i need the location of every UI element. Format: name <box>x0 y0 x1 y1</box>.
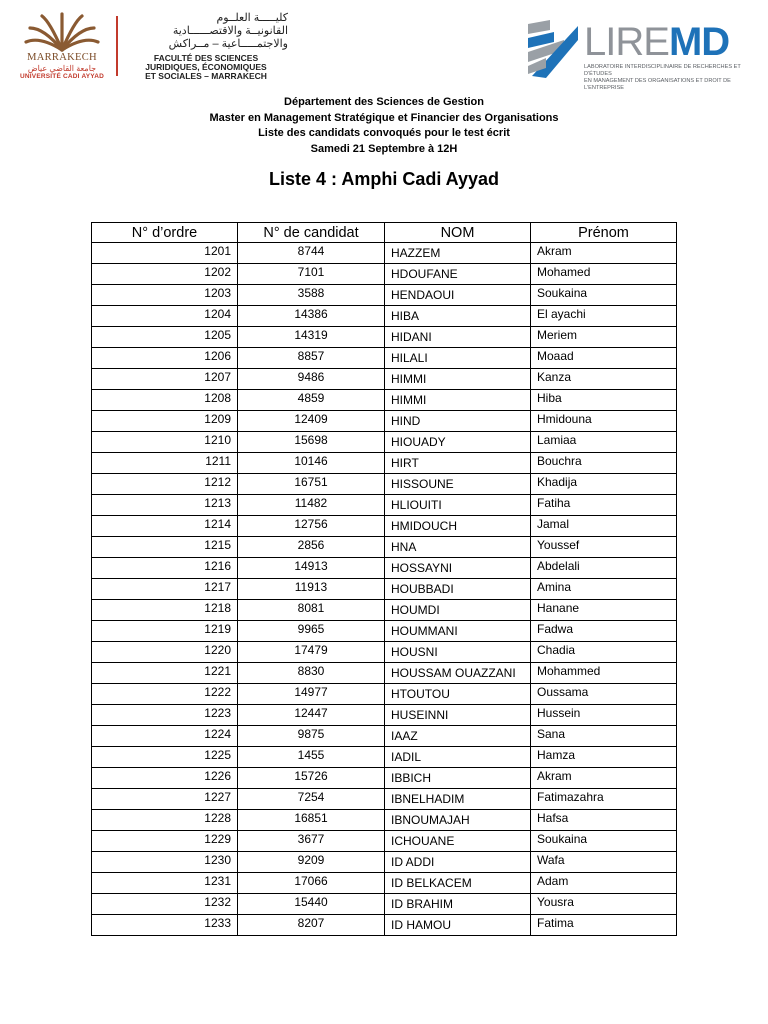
lab-emblem-icon <box>524 18 582 82</box>
cell-nom: HIND <box>385 411 531 432</box>
cell-candidate-number: 15726 <box>238 768 385 789</box>
cell-order-number: 1225 <box>92 747 238 768</box>
table-row <box>92 348 677 369</box>
faculty-name-arabic <box>124 12 288 51</box>
cell-candidate-number: 14977 <box>238 684 385 705</box>
cell-order-number: 1222 <box>92 684 238 705</box>
list-description: Liste des candidats convoqués pour le test écrit <box>258 127 510 139</box>
table-row <box>92 768 677 789</box>
cell-order-number: 1202 <box>92 264 238 285</box>
cell-candidate-number: 15698 <box>238 432 385 453</box>
table-row <box>92 390 677 411</box>
cell-nom: HOUBBADI <box>385 579 531 600</box>
cell-prenom: Abdelali <box>531 558 677 579</box>
faculty-name-arabic-line: والاجتمـــــاعية – مــراكش <box>168 38 288 50</box>
column-header-nom: NOM <box>385 223 531 243</box>
cell-order-number: 1227 <box>92 789 238 810</box>
cell-nom: HISSOUNE <box>385 474 531 495</box>
cell-order-number: 1215 <box>92 537 238 558</box>
table-row <box>92 705 677 726</box>
cell-nom: HIBA <box>385 306 531 327</box>
table-row <box>92 726 677 747</box>
table-row <box>92 810 677 831</box>
table-header-row <box>92 223 677 243</box>
cell-nom: HNA <box>385 537 531 558</box>
cell-prenom: Hanane <box>531 600 677 621</box>
cell-order-number: 1205 <box>92 327 238 348</box>
cell-candidate-number: 9486 <box>238 369 385 390</box>
cell-order-number: 1207 <box>92 369 238 390</box>
cell-order-number: 1218 <box>92 600 238 621</box>
cell-prenom: Mohamed <box>531 264 677 285</box>
cell-candidate-number: 8207 <box>238 915 385 936</box>
lab-logo-text-part1: LIRE <box>584 20 669 64</box>
cell-nom: HAZZEM <box>385 243 531 264</box>
cell-order-number: 1228 <box>92 810 238 831</box>
cell-order-number: 1210 <box>92 432 238 453</box>
lab-subtitle-line: LABORATOIRE INTERDISCIPLINAIRE DE RECHERCHES ET D'ÉTUDES <box>584 64 741 77</box>
table-row <box>92 264 677 285</box>
cell-prenom: Hmidouna <box>531 411 677 432</box>
cell-prenom: Hussein <box>531 705 677 726</box>
cell-order-number: 1204 <box>92 306 238 327</box>
cell-prenom: Akram <box>531 243 677 264</box>
cell-candidate-number: 3588 <box>238 285 385 306</box>
cell-nom: HIMMI <box>385 369 531 390</box>
master-title: Master en Management Stratégique et Financier des Organisations <box>209 111 559 124</box>
cell-prenom: Kanza <box>531 369 677 390</box>
cell-order-number: 1211 <box>92 453 238 474</box>
cell-nom: IBBICH <box>385 768 531 789</box>
cell-order-number: 1209 <box>92 411 238 432</box>
cell-nom: HLIOUITI <box>385 495 531 516</box>
cell-prenom: Fatimazahra <box>531 789 677 810</box>
cell-nom: IAAZ <box>385 726 531 747</box>
column-header-candidate: N° de candidat <box>238 223 385 243</box>
table-row <box>92 663 677 684</box>
cell-prenom: Khadija <box>531 474 677 495</box>
cell-candidate-number: 4859 <box>238 390 385 411</box>
cell-nom: HOUMDI <box>385 600 531 621</box>
table-row <box>92 411 677 432</box>
cell-candidate-number: 9875 <box>238 726 385 747</box>
cell-nom: HOSSAYNI <box>385 558 531 579</box>
department-title: Département des Sciences de Gestion <box>284 96 484 108</box>
table-row <box>92 474 677 495</box>
cell-nom: ID HAMOU <box>385 915 531 936</box>
lab-logo <box>524 14 756 91</box>
cell-nom: HENDAOUI <box>385 285 531 306</box>
cell-candidate-number: 12409 <box>238 411 385 432</box>
cell-order-number: 1224 <box>92 726 238 747</box>
document-heading <box>0 95 768 157</box>
table-row <box>92 537 677 558</box>
cell-prenom: Oussama <box>531 684 677 705</box>
cell-nom: HOUSNI <box>385 642 531 663</box>
faculty-name <box>124 54 288 81</box>
cell-nom: ID ADDI <box>385 852 531 873</box>
cell-candidate-number: 14386 <box>238 306 385 327</box>
table-row <box>92 285 677 306</box>
university-name-arabic: جامعة القاضي عياض <box>27 64 97 73</box>
cell-order-number: 1208 <box>92 390 238 411</box>
table-row <box>92 852 677 873</box>
cell-order-number: 1223 <box>92 705 238 726</box>
cell-order-number: 1201 <box>92 243 238 264</box>
cell-order-number: 1212 <box>92 474 238 495</box>
cell-order-number: 1231 <box>92 873 238 894</box>
cell-prenom: Hafsa <box>531 810 677 831</box>
table-row <box>92 495 677 516</box>
cell-prenom: Hamza <box>531 747 677 768</box>
cell-nom: IADIL <box>385 747 531 768</box>
cell-nom: HILALI <box>385 348 531 369</box>
cell-candidate-number: 7254 <box>238 789 385 810</box>
table-row <box>92 831 677 852</box>
cell-candidate-number: 14913 <box>238 558 385 579</box>
cell-nom: HIOUADY <box>385 432 531 453</box>
table-row <box>92 894 677 915</box>
cell-prenom: Akram <box>531 768 677 789</box>
cell-prenom: Sana <box>531 726 677 747</box>
cell-order-number: 1213 <box>92 495 238 516</box>
cell-order-number: 1214 <box>92 516 238 537</box>
cell-prenom: Wafa <box>531 852 677 873</box>
cell-nom: IBNOUMAJAH <box>385 810 531 831</box>
candidates-table <box>91 222 677 936</box>
university-logo <box>14 12 110 78</box>
cell-prenom: Jamal <box>531 516 677 537</box>
cell-candidate-number: 10146 <box>238 453 385 474</box>
table-row <box>92 789 677 810</box>
cell-candidate-number: 11913 <box>238 579 385 600</box>
table-row <box>92 873 677 894</box>
cell-candidate-number: 16751 <box>238 474 385 495</box>
cell-candidate-number: 12756 <box>238 516 385 537</box>
cell-prenom: Hiba <box>531 390 677 411</box>
cell-candidate-number: 15440 <box>238 894 385 915</box>
lab-logo-text <box>584 22 729 62</box>
cell-candidate-number: 1455 <box>238 747 385 768</box>
table-row <box>92 306 677 327</box>
cell-order-number: 1219 <box>92 621 238 642</box>
university-emblem-icon <box>20 12 104 52</box>
logo-divider <box>116 16 118 76</box>
table-row <box>92 747 677 768</box>
cell-order-number: 1233 <box>92 915 238 936</box>
table-body <box>92 243 677 936</box>
table-row <box>92 243 677 264</box>
cell-order-number: 1226 <box>92 768 238 789</box>
cell-nom: HOUSSAM OUAZZANI <box>385 663 531 684</box>
cell-nom: ICHOUANE <box>385 831 531 852</box>
faculty-name-line: JURIDIQUES, ÉCONOMIQUES <box>145 62 267 72</box>
table-row <box>92 642 677 663</box>
table-row <box>92 579 677 600</box>
cell-order-number: 1220 <box>92 642 238 663</box>
column-header-order: N° d’ordre <box>92 223 238 243</box>
cell-order-number: 1232 <box>92 894 238 915</box>
cell-prenom: Bouchra <box>531 453 677 474</box>
cell-order-number: 1216 <box>92 558 238 579</box>
cell-candidate-number: 16851 <box>238 810 385 831</box>
cell-nom: HMIDOUCH <box>385 516 531 537</box>
cell-nom: HOUMMANI <box>385 621 531 642</box>
cell-prenom: Meriem <box>531 327 677 348</box>
cell-nom: HTOUTOU <box>385 684 531 705</box>
cell-candidate-number: 8857 <box>238 348 385 369</box>
cell-order-number: 1230 <box>92 852 238 873</box>
cell-prenom: Lamiaa <box>531 432 677 453</box>
cell-order-number: 1206 <box>92 348 238 369</box>
cell-prenom: Fatima <box>531 915 677 936</box>
table-row <box>92 915 677 936</box>
cell-prenom: Mohammed <box>531 663 677 684</box>
cell-candidate-number: 11482 <box>238 495 385 516</box>
cell-prenom: Soukaina <box>531 285 677 306</box>
cell-prenom: Amina <box>531 579 677 600</box>
cell-nom: HIRT <box>385 453 531 474</box>
lab-subtitle <box>584 64 756 92</box>
faculty-name-line: FACULTÉ DES SCIENCES <box>153 53 259 63</box>
cell-candidate-number: 14319 <box>238 327 385 348</box>
university-city: MARRAKECH <box>27 52 97 63</box>
cell-nom: ID BELKACEM <box>385 873 531 894</box>
cell-prenom: Chadia <box>531 642 677 663</box>
cell-nom: HDOUFANE <box>385 264 531 285</box>
cell-candidate-number: 17066 <box>238 873 385 894</box>
faculty-name-arabic-line: كليـــــة العلــوم <box>216 12 288 24</box>
lab-logo-text-part2: MD <box>668 20 730 64</box>
table-row <box>92 453 677 474</box>
lab-subtitle-line: EN MANAGEMENT DES ORGANISATIONS ET DROIT DE L'ENTREPRISE <box>584 78 731 91</box>
cell-candidate-number: 9965 <box>238 621 385 642</box>
cell-order-number: 1221 <box>92 663 238 684</box>
cell-prenom: Moaad <box>531 348 677 369</box>
cell-candidate-number: 12447 <box>238 705 385 726</box>
cell-order-number: 1203 <box>92 285 238 306</box>
cell-order-number: 1217 <box>92 579 238 600</box>
cell-prenom: Adam <box>531 873 677 894</box>
table-row <box>92 621 677 642</box>
exam-date: Samedi 21 Septembre à 12H <box>310 142 458 155</box>
cell-prenom: Fadwa <box>531 621 677 642</box>
cell-prenom: Yousra <box>531 894 677 915</box>
cell-nom: HIMMI <box>385 390 531 411</box>
cell-candidate-number: 3677 <box>238 831 385 852</box>
cell-prenom: Youssef <box>531 537 677 558</box>
cell-candidate-number: 17479 <box>238 642 385 663</box>
cell-candidate-number: 2856 <box>238 537 385 558</box>
cell-candidate-number: 8744 <box>238 243 385 264</box>
university-name: UNIVERSITÉ CADI AYYAD <box>19 73 105 80</box>
table-row <box>92 684 677 705</box>
cell-candidate-number: 8830 <box>238 663 385 684</box>
faculty-name-arabic-line: القانونيــة والاقتصــــــادية <box>172 25 288 37</box>
table-row <box>92 558 677 579</box>
cell-nom: IBNELHADIM <box>385 789 531 810</box>
table-row <box>92 327 677 348</box>
table-row <box>92 432 677 453</box>
cell-nom: HIDANI <box>385 327 531 348</box>
table-row <box>92 369 677 390</box>
cell-prenom: El ayachi <box>531 306 677 327</box>
cell-prenom: Soukaina <box>531 831 677 852</box>
cell-nom: HUSEINNI <box>385 705 531 726</box>
cell-candidate-number: 8081 <box>238 600 385 621</box>
faculty-name-line: ET SOCIALES – MARRAKECH <box>145 71 267 81</box>
cell-order-number: 1229 <box>92 831 238 852</box>
list-title: Liste 4 : Amphi Cadi Ayyad <box>268 169 500 189</box>
cell-nom: ID BRAHIM <box>385 894 531 915</box>
cell-candidate-number: 9209 <box>238 852 385 873</box>
column-header-prenom: Prénom <box>531 223 677 243</box>
table-row <box>92 516 677 537</box>
cell-candidate-number: 7101 <box>238 264 385 285</box>
cell-prenom: Fatiha <box>531 495 677 516</box>
table-row <box>92 600 677 621</box>
